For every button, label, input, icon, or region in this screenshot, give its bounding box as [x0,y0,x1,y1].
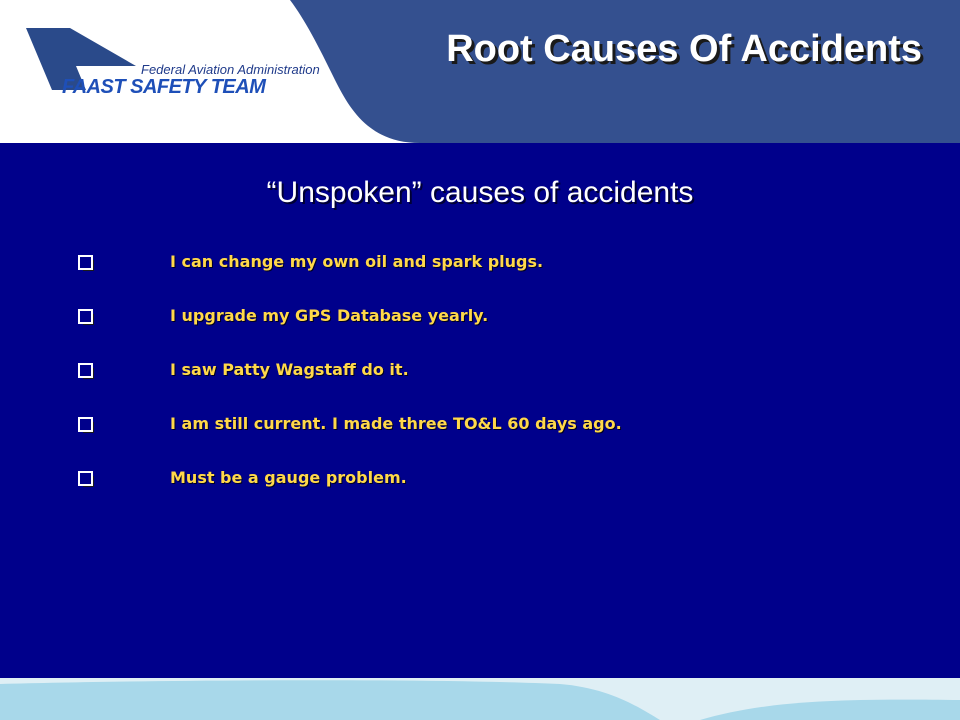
slide-subtitle: “Unspoken” causes of accidents [266,176,694,209]
faast-logo [26,28,320,98]
slide-title: Root Causes Of Accidents [446,28,922,70]
bullet-text: I am still current. I made three TO&L 60 days ago. [170,414,622,433]
checkbox-icon [78,417,93,432]
bullet-text: I saw Patty Wagstaff do it. [170,360,409,379]
footer-wave [0,678,960,720]
bullet-text: Must be a gauge problem. [170,468,407,487]
bullet-text: I can change my own oil and spark plugs. [170,252,544,271]
logo-org-line: Federal Aviation Administration [141,62,320,77]
bullet-text: I upgrade my GPS Database yearly. [170,306,489,325]
checkbox-icon [78,255,93,270]
slide-header [0,0,960,143]
checkbox-icon [78,309,93,324]
checkbox-icon [78,471,93,486]
footer-wave-shape [0,678,960,720]
logo-team-line: FAAST SAFETY TEAM [62,76,266,98]
checkbox-icon [78,363,93,378]
